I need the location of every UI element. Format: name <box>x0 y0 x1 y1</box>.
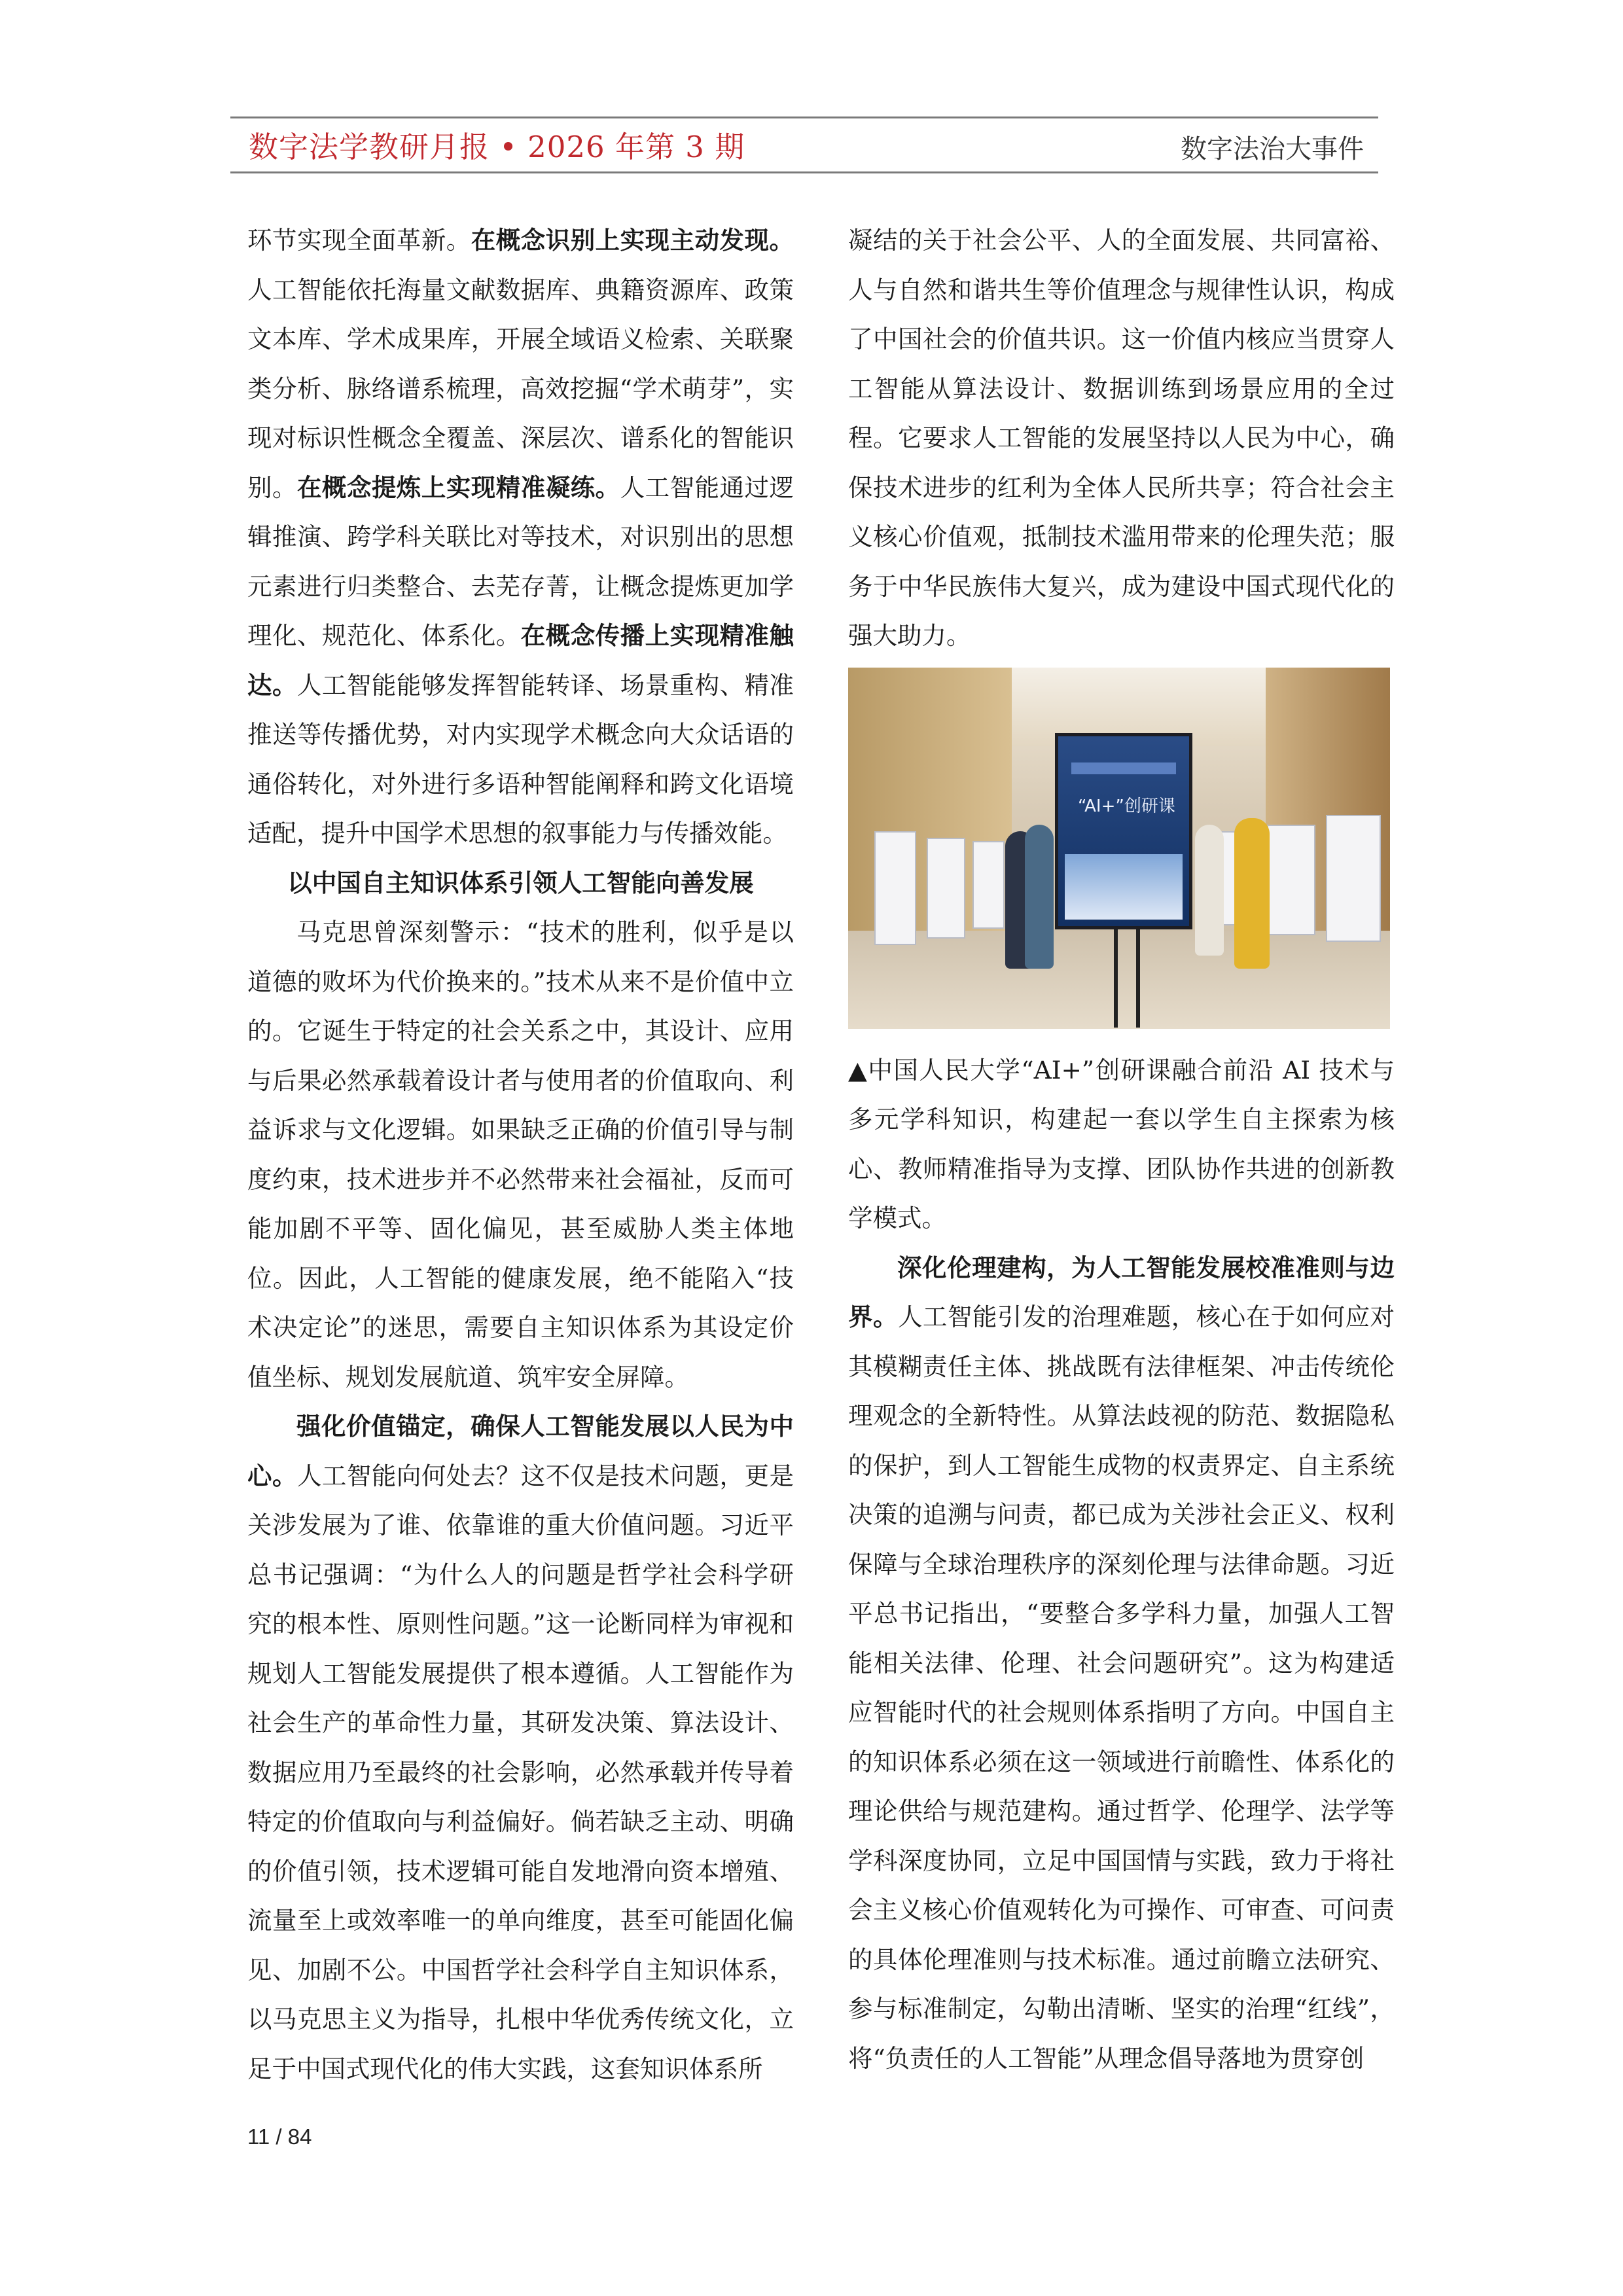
person-figure <box>1025 825 1054 969</box>
text-run: 人工智能能够发挥智能转译、场景重构、精准推送等传播优势，对内实现学术概念向大众话语的通俗转化，对外进行多语种智能阐释和跨文化语境适配，提升中国学术思想的叙事能力与传播效能。 <box>247 670 794 848</box>
bold-run: 在概念识别上实现主动发现。 <box>471 226 794 255</box>
stand-leg <box>1136 929 1140 1028</box>
poster-board <box>1326 815 1381 942</box>
left-paragraph-1 <box>247 216 794 859</box>
journal-title: 数字法学教研月报 • 2026 年第 3 期 <box>249 130 745 164</box>
text-run: 人工智能引发的治理难题，核心在于如何应对其模糊责任主体、挑战既有法律框架、冲击传统伦理观念的全新特性。从算法歧视的防范、数据隐私的保护，到人工智能生成物的权责界定、自主系统决策的追溯与问责，都已成为关涉社会正义、权利保障与全球治理秩序的深刻伦理与法律命题。习近平总书记指出，“要整合多学科力量，加强人工智能相关法律、伦理、社会问题研究”。这为构建适应智能时代的社会规则体系指明了方向。中国自主的知识体系必须在这一领域进行前瞻性、体系化的理论供给与规范建构。通过哲学、伦理学、法学等学科深度协同，立足中国国情与实践，致力于将社会主义核心价值观转化为可操作、可审查、可问责的具体伦理准则与技术标准。通过前瞻立法研究、参与标准制定，勾勒出清晰、坚实的治理“红线”，将“负责任的人工智能”从理念倡导落地为贯穿创 <box>848 1302 1395 2073</box>
section-title: 数字法治大事件 <box>1181 134 1364 164</box>
bold-run: 深化伦理建构，为人工智能发展校准准则与边界。 <box>848 1253 1395 1331</box>
photo-floor <box>848 931 1390 1029</box>
person-figure <box>1195 825 1224 956</box>
poster-board <box>972 841 1005 929</box>
bold-run: 在概念提炼上实现精准凝练。 <box>296 473 620 502</box>
photo-caption: ▲中国人民大学“AI+”创研课融合前沿 AI 技术与多元学科知识，构建起一套以学生自主探索为核心、教师精准指导为支撑、团队协作共进的创新教学模式。 <box>848 1055 1395 1232</box>
header-bottom-rule <box>230 171 1378 173</box>
banner-tag <box>1071 762 1176 774</box>
stand-leg <box>1114 929 1118 1028</box>
section-heading: 以中国自主知识体系引领人工智能向善发展 <box>287 868 754 897</box>
right-column <box>848 216 1395 2083</box>
left-column <box>247 216 794 2094</box>
text-run: 人工智能依托海量文献数据库、典籍资源库、政策文本库、学术成果库，开展全域语义检索、关联聚类分析、脉络谱系梳理，高效挖掘“学术萌芽”，实现对标识性概念全覆盖、深层次、谱系化的智能识别。 <box>247 275 794 502</box>
right-paragraph-1: 凝结的关于社会公平、人的全面发展、共同富裕、人与自然和谐共生等价值理念与规律性认识，构成了中国社会的价值共识。这一价值内核应当贯穿人工智能从算法设计、数据训练到场景应用的全过程。它要求人工智能的发展坚持以人民为中心，确保技术进步的红利为全体人民所共享；符合社会主义核心价值观，抵制技术滥用带来的伦理失范；服务于中华民族伟大复兴，成为建设中国式现代化的强大助力。 <box>848 226 1395 650</box>
text-run: 人工智能通过逻辑推演、跨学科关联比对等技术，对识别出的思想元素进行归类整合、去芜存菁，让概念提炼更加学理化、规范化、体系化。 <box>247 473 794 650</box>
bold-run: 在概念传播上实现精准触达。 <box>247 621 794 700</box>
page-number: 11 / 84 <box>247 2125 312 2149</box>
banner-stand <box>1055 733 1192 929</box>
banner-mountain-graphic <box>1065 854 1183 920</box>
banner-title: “AI+”创研课 <box>1078 796 1175 816</box>
right-paragraph-2 <box>848 1244 1395 2084</box>
poster-board <box>874 831 916 945</box>
exhibition-photo <box>848 668 1390 1029</box>
poster-board <box>927 838 965 939</box>
left-paragraph-3 <box>247 1402 794 2094</box>
poster-board <box>1267 825 1315 935</box>
text-run: 环节实现全面革新。 <box>247 226 471 255</box>
text-run: 人工智能向何处去？这不仅是技术问题，更是关涉发展为了谁、依靠谁的重大价值问题。习近平总书记强调：“为什么人的问题是哲学社会科学研究的根本性、原则性问题。”这一论断同样为审视和规划人工智能发展提供了根本遵循。人工智能作为社会生产的革命性力量，其研发决策、算法设计、数据应用乃至最终的社会影响，必然承载并传导着特定的价值取向与利益偏好。倘若缺乏主动、明确的价值引领，技术逻辑可能自发地滑向资本增殖、流量至上或效率唯一的单向维度，甚至可能固化偏见、加剧不公。中国哲学社会科学自主知识体系，以马克思主义为指导，扎根中华优秀传统文化，立足于中国式现代化的伟大实践，这套知识体系所 <box>247 1461 794 2083</box>
header-top-rule <box>230 117 1378 118</box>
left-paragraph-2: 马克思曾深刻警示：“技术的胜利，似乎是以道德的败坏为代价换来的。”技术从来不是价值中立的。它诞生于特定的社会关系之中，其设计、应用与后果必然承载着设计者与使用者的价值取向、利益诉求与文化逻辑。如果缺乏正确的价值引导与制度约束，技术进步并不必然带来社会福祉，反而可能加剧不平等、固化偏见，甚至威胁人类主体地位。因此，人工智能的健康发展，绝不能陷入“技术决定论”的迷思，需要自主知识体系为其设定价值坐标、规划发展航道、筑牢安全屏障。 <box>247 918 794 1391</box>
bold-run: 强化价值锚定，确保人工智能发展以人民为中心。 <box>247 1412 794 1490</box>
person-figure <box>1234 818 1270 969</box>
